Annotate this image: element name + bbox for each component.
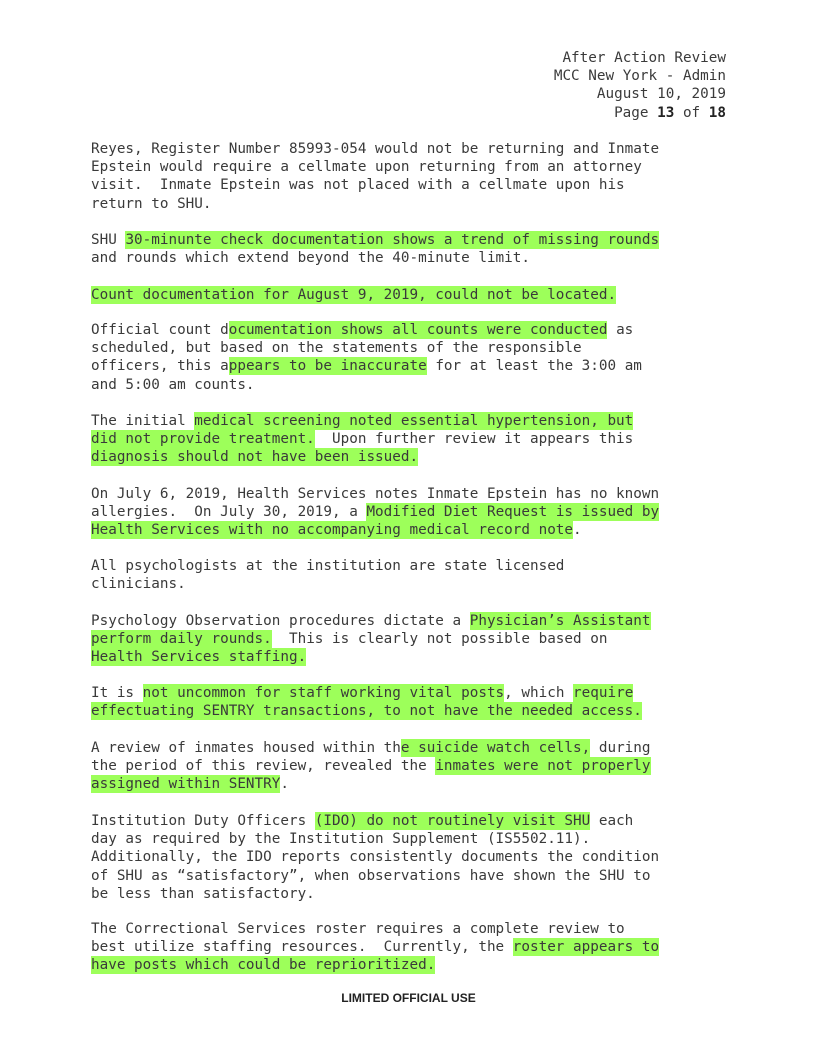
- text-segment: scheduled, but based on the statements of the responsible: [91, 340, 582, 357]
- text-segment: return to SHU.: [91, 195, 212, 212]
- text-line: [91, 702, 741, 720]
- paragraph: [91, 140, 741, 213]
- highlighted-text: ocumentation shows all counts were conducted: [228, 322, 608, 338]
- paragraph: [91, 321, 741, 394]
- text-line: [91, 249, 741, 267]
- text-line: [91, 812, 741, 830]
- text-segment: Additionally, the IDO reports consistently documents the condition: [91, 849, 660, 866]
- text-line: [91, 140, 741, 158]
- text-segment: Epstein would require a cellmate upon returning from an attorney: [91, 159, 642, 176]
- text-segment: and 5:00 am counts.: [91, 376, 255, 393]
- paragraph: [91, 684, 741, 720]
- highlighted-text: Physician’s Assistant: [469, 613, 651, 629]
- highlighted-text: 30-minunte check documentation shows a trend of missing rounds: [125, 232, 660, 248]
- text-segment: and rounds which extend beyond the 40-minute limit.: [91, 250, 530, 267]
- text-segment: .: [280, 776, 289, 793]
- text-segment: On July 6, 2019, Health Services notes Inmate Epstein has no known: [91, 486, 660, 502]
- text-segment: clinicians.: [91, 576, 186, 593]
- text-segment: Institution Duty Officers: [91, 813, 315, 829]
- text-segment: as: [607, 322, 634, 338]
- text-segment: A review of inmates housed within th: [91, 740, 401, 756]
- text-segment: Psychology Observation procedures dictate a: [91, 613, 470, 629]
- text-segment: , which: [504, 685, 574, 701]
- text-line: [91, 357, 741, 375]
- text-segment: The Correctional Services roster requires a complete review to: [91, 921, 625, 937]
- text-segment: Upon further review it appears this: [314, 431, 634, 448]
- text-segment: All psychologists at the institution are state licensed: [91, 558, 565, 574]
- paragraph: [91, 412, 741, 467]
- header-date: August 10, 2019: [596, 86, 726, 103]
- highlighted-text: not uncommon for staff working vital posts: [142, 685, 505, 701]
- text-segment: officers, this a: [91, 358, 229, 375]
- text-line: [91, 575, 741, 593]
- highlighted-text: (IDO) do not routinely visit SHU: [314, 813, 591, 829]
- highlighted-text: require: [573, 685, 634, 701]
- highlighted-text: Count documentation for August 9, 2019, could not be located.: [91, 287, 617, 303]
- text-segment: Official count d: [91, 322, 229, 338]
- text-line: [91, 521, 741, 539]
- paragraph: [91, 739, 741, 794]
- text-line: [91, 867, 741, 885]
- highlighted-text: did not provide treatment.: [91, 431, 315, 448]
- text-segment: visit. Inmate Epstein was not placed with a cellmate upon his: [91, 177, 625, 194]
- header-title: After Action Review: [562, 50, 726, 66]
- text-segment: allergies. On July 30, 2019, a: [91, 504, 367, 521]
- text-line: [91, 339, 741, 357]
- highlighted-text: have posts which could be reprioritized.: [91, 957, 436, 974]
- text-segment: It is: [91, 685, 143, 701]
- text-segment: .: [573, 522, 582, 539]
- text-line: [91, 231, 741, 249]
- header-org: MCC New York - Admin: [553, 68, 726, 85]
- text-line: [91, 503, 741, 521]
- text-line: [91, 448, 741, 466]
- text-line: [91, 830, 741, 848]
- paragraph: [91, 286, 741, 304]
- text-segment: of SHU as “satisfactory”, when observations have shown the SHU to: [91, 867, 651, 884]
- text-segment: during: [590, 740, 651, 756]
- text-line: [91, 176, 741, 194]
- text-segment: SHU: [91, 232, 126, 248]
- text-segment: best utilize staffing resources. Currently, the: [91, 939, 513, 956]
- text-line: [91, 885, 741, 903]
- text-segment: for at least the 3:00 am: [426, 358, 642, 375]
- text-line: [91, 321, 741, 339]
- paragraph: [91, 612, 741, 667]
- classification-footer: LIMITED OFFICIAL USE: [341, 991, 476, 1005]
- text-segment: This is clearly not possible based on: [271, 631, 608, 648]
- text-line: [91, 648, 741, 666]
- text-line: [91, 684, 741, 702]
- highlighted-text: diagnosis should not have been issued.: [91, 449, 419, 466]
- text-line: [91, 376, 741, 394]
- text-segment: The initial: [91, 413, 195, 429]
- highlighted-text: perform daily rounds.: [91, 631, 272, 648]
- page-number: Page 13 of 18: [614, 104, 726, 121]
- highlighted-text: ppears to be inaccurate: [228, 358, 427, 375]
- document-header: [554, 49, 726, 122]
- text-line: [91, 158, 741, 176]
- paragraph: [91, 812, 741, 903]
- text-segment: each: [590, 813, 634, 829]
- highlighted-text: inmates were not properly: [435, 758, 651, 775]
- highlighted-text: assigned within SENTRY: [91, 776, 281, 793]
- highlighted-text: Modified Diet Request is issued by: [366, 504, 660, 521]
- text-segment: Reyes, Register Number 85993-054 would not be returning and Inmate: [91, 141, 660, 157]
- text-line: [91, 956, 741, 974]
- text-line: [91, 775, 741, 793]
- paragraph: [91, 485, 741, 540]
- text-line: [91, 430, 741, 448]
- highlighted-text: Health Services staffing.: [91, 649, 307, 666]
- page-number-total: 18: [708, 104, 726, 121]
- text-line: [91, 412, 741, 430]
- text-segment: day as required by the Institution Supplement (IS5502.11).: [91, 831, 591, 848]
- highlighted-text: medical screening noted essential hypertension, but: [194, 413, 634, 429]
- text-line: [91, 195, 741, 213]
- text-line: [91, 739, 741, 757]
- highlighted-text: e suicide watch cells,: [400, 740, 591, 756]
- text-line: [91, 286, 741, 304]
- text-line: [91, 630, 741, 648]
- text-segment: be less than satisfactory.: [91, 885, 315, 902]
- text-line: [91, 485, 741, 503]
- page-number-current: 13: [657, 104, 675, 121]
- text-line: [91, 938, 741, 956]
- paragraph: [91, 920, 741, 975]
- text-line: [91, 757, 741, 775]
- text-line: [91, 557, 741, 575]
- highlighted-text: Health Services with no accompanying medical record note: [91, 522, 574, 539]
- paragraph: [91, 557, 741, 593]
- paragraph: [91, 231, 741, 267]
- highlighted-text: roster appears to: [512, 939, 660, 956]
- text-line: [91, 848, 741, 866]
- text-segment: the period of this review, revealed the: [91, 758, 436, 775]
- highlighted-text: effectuating SENTRY transactions, to not have the needed access.: [91, 703, 642, 720]
- text-line: [91, 920, 741, 938]
- text-line: [91, 612, 741, 630]
